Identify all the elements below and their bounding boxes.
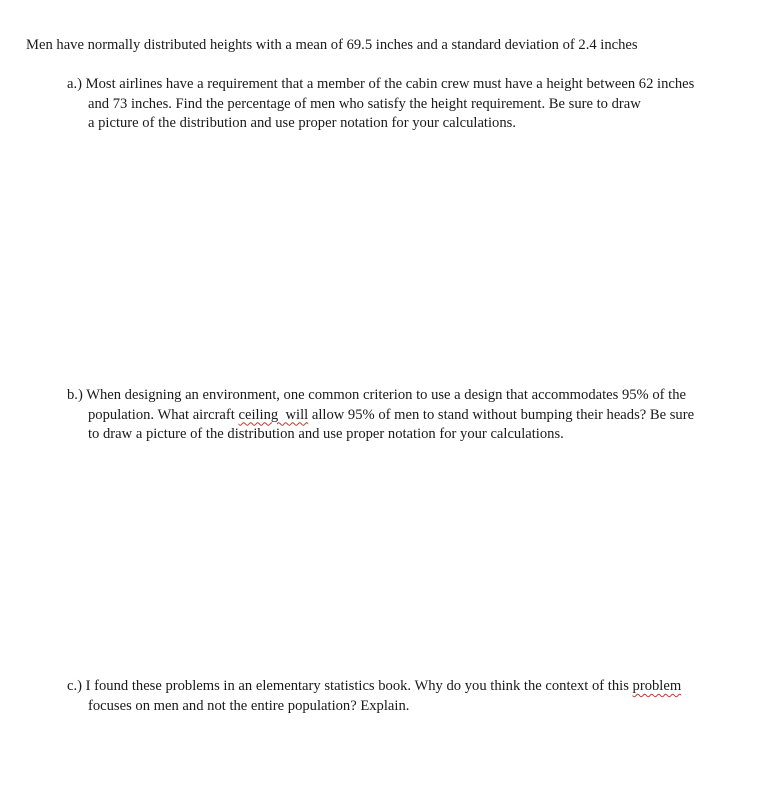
- question-c-line-2: focuses on men and not the entire population? Explain.: [88, 697, 410, 714]
- question-b: [67, 386, 737, 445]
- question-b-line-3: to draw a picture of the distribution and use proper notation for your calculations.: [88, 426, 564, 442]
- spelling-flag-ceiling-will[interactable]: ceiling will: [238, 406, 309, 423]
- question-c: [67, 677, 737, 716]
- question-c-line-1: [67, 677, 737, 697]
- question-a-line-3: a picture of the distribution and use proper notation for your calculations.: [88, 115, 516, 131]
- question-b-line-1: b.) When designing an environment, one common criterion to use a design that accommodates 95% of the: [67, 387, 686, 403]
- question-a-line-2: and 73 inches. Find the percentage of men who satisfy the height requirement. Be sure to draw: [88, 95, 641, 112]
- question-a-line-1: a.) Most airlines have a requirement that a member of the cabin crew must have a height between 62 inches: [67, 76, 695, 92]
- question-b-line-2-start: population. What aircraft: [88, 406, 239, 423]
- problem-intro: Men have normally distributed heights with a mean of 69.5 inches and a standard deviation of 2.4 inches: [26, 37, 638, 53]
- question-a: [67, 75, 737, 134]
- spelling-flag-problem[interactable]: problem: [632, 678, 682, 694]
- question-b-line-2: [67, 406, 737, 426]
- question-c-line-1-start: c.) I found these problems in an elementary statistics book. Why do you think the context of this: [67, 678, 633, 694]
- question-b-line-2-end: allow 95% of men to stand without bumping their heads? Be sure: [308, 406, 695, 423]
